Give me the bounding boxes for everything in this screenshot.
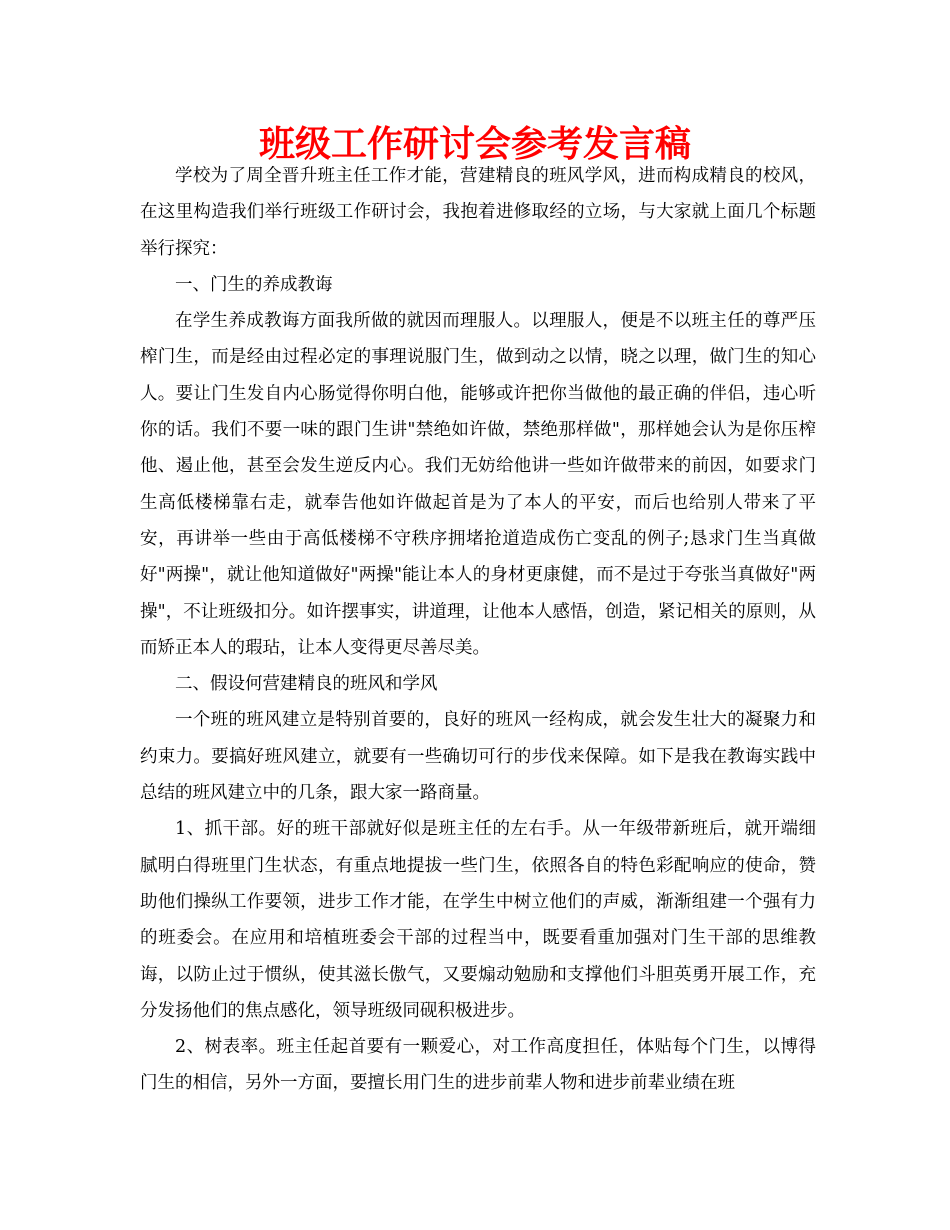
paragraph: 在学生养成教诲方面我所做的就因而理服人。以理服人，便是不以班主任的尊严压榨门生，而是经由过程必定的事理说服门生，做到动之以情，晓之以理，做门生的知心人。要让门生发自内心肠觉得你明白他，能够或许把你当做他的最正确的伴侣，违心听你的话。我们不要一味的跟门生讲"禁绝如许做，禁绝那样做"，那样她会认为是你压榨他、遏止他，甚至会发生逆反内心。我们无妨给他讲一些如许做带来的前因，如要求门生高低楼梯靠右走，就奉告他如许做起首是为了本人的平安，而后也给别人带来了平安，再讲举一些由于高低楼梯不守秩序拥堵抢道造成伤亡变乱的例子;恳求门生当真做好"两操"，就让他知道做好"两操"能让本人的身材更康健，而不是过于夸张当真做好"两操"，不让班级扣分。如许摆事实，讲道理，让他本人感悟，创造，紧记相关的原则，从而矫正本人的瑕玷，让本人变得更尽善尽美。 (140, 311, 816, 658)
paragraph-intro: 学校为了周全晋升班主任工作才能，营建精良的班风学风，进而构成精良的校风，在这里构造我们举行班级工作研讨会，我抱着进修取经的立场，与大家就上面几个标题举行探究： (140, 166, 816, 259)
paragraph: 1、抓干部。好的班干部就好似是班主任的左右手。从一年级带新班后，就开端细腻明白得班里门生状态，有重点地提拔一些门生，依照各自的特色彩配响应的使命，赞助他们操纵工作要领，进步工作才能，在学生中树立他们的声威，渐渐组建一个强有力的班委会。在应用和培植班委会干部的过程当中，既要看重加强对门生干部的思维教诲，以防止过于惯纵，使其滋长傲气，又要煽动勉励和支撑他们斗胆英勇开展工作，充分发扬他们的焦点感化，领导班级同砚积极进步。 (140, 819, 816, 1021)
section-heading-1: 一、门生的养成教诲 (175, 274, 333, 295)
paragraph: 2、树表率。班主任起首要有一颗爱心，对工作高度担任，体贴每个门生，以博得门生的相信，另外一方面，要擅长用门生的进步前辈人物和进步前辈业绩在班 (140, 1037, 816, 1094)
document-title: 班级工作研讨会参考发言稿 (258, 123, 691, 165)
document-body (140, 158, 816, 1102)
paragraph: 一个班的班风建立是特别首要的，良好的班风一经构成，就会发生壮大的凝聚力和约束力。要搞好班风建立，就要有一些确切可行的步伐来保障。如下是我在教诲实践中总结的班风建立中的几条，跟大家一路商量。 (140, 710, 816, 804)
section-heading-2: 二、假设何营建精良的班风和学风 (175, 674, 438, 695)
